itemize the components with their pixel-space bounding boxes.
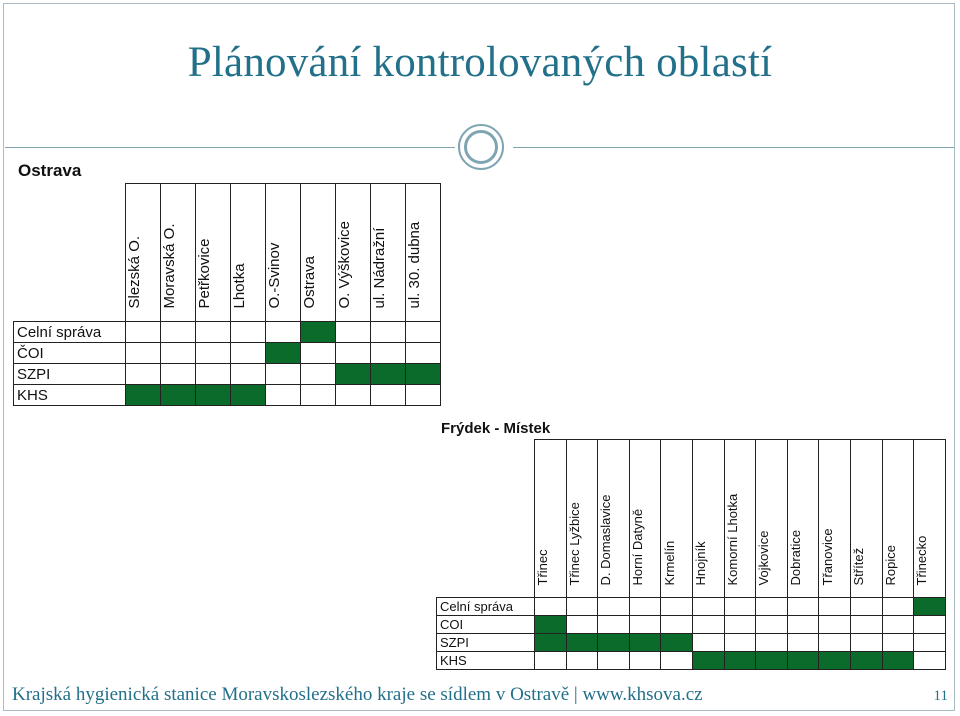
ostrava-cell-filled: [126, 385, 161, 406]
ostrava-column-header: [231, 184, 266, 322]
frydek-column-header: [724, 440, 756, 598]
frydek-cell-empty: [724, 634, 756, 652]
frydek-column-label: D. Domaslavice: [598, 494, 614, 586]
frydek-column-label: Krmelín: [661, 540, 677, 586]
frydek-column-header: [692, 440, 724, 598]
frydek-row-label: Celní správa: [437, 598, 535, 616]
ostrava-column-label: Lhotka: [231, 263, 248, 309]
ostrava-cell-empty: [196, 364, 231, 385]
frydek-cell-filled: [566, 634, 598, 652]
frydek-cell-filled: [756, 652, 788, 670]
ostrava-cell-empty: [266, 364, 301, 385]
frydek-table-row: [437, 598, 946, 616]
ostrava-column-header: [336, 184, 371, 322]
frydek-cell-empty: [850, 598, 882, 616]
frydek-column-label: Komorní Lhotka: [724, 493, 740, 586]
ostrava-cell-empty: [301, 385, 336, 406]
ostrava-column-label: Ostrava: [301, 255, 318, 309]
frydek-cell-filled: [661, 634, 693, 652]
frydek-column-header: [629, 440, 661, 598]
ostrava-column-header: [126, 184, 161, 322]
ostrava-cell-empty: [371, 385, 406, 406]
frydek-cell-empty: [819, 634, 851, 652]
ostrava-cell-empty: [406, 322, 441, 343]
ostrava-column-label: Moravská O.: [161, 223, 178, 309]
frydek-cell-empty: [598, 598, 630, 616]
frydek-cell-filled: [535, 634, 567, 652]
ostrava-table: [13, 183, 441, 406]
ostrava-cell-filled: [161, 385, 196, 406]
frydek-column-label: Třinec: [535, 549, 551, 586]
frydek-cell-filled: [819, 652, 851, 670]
ostrava-cell-empty: [301, 343, 336, 364]
ostrava-corner-cell: [14, 184, 126, 322]
frydek-cell-empty: [535, 598, 567, 616]
ostrava-cell-empty: [161, 322, 196, 343]
frydek-cell-empty: [566, 652, 598, 670]
divider-right: [513, 147, 954, 148]
frydek-cell-empty: [756, 634, 788, 652]
frydek-cell-empty: [882, 634, 914, 652]
frydek-cell-empty: [819, 616, 851, 634]
frydek-cell-empty: [787, 616, 819, 634]
frydek-cell-filled: [882, 652, 914, 670]
ostrava-cell-empty: [336, 385, 371, 406]
ostrava-column-header: [266, 184, 301, 322]
frydek-cell-empty: [756, 616, 788, 634]
ostrava-cell-filled: [266, 343, 301, 364]
ostrava-table-row: [14, 364, 441, 385]
frydek-cell-filled: [787, 652, 819, 670]
frydek-cell-filled: [535, 616, 567, 634]
ostrava-row-label: ČOI: [14, 343, 126, 364]
divider-left: [5, 147, 455, 148]
frydek-cell-empty: [692, 598, 724, 616]
ostrava-cell-filled: [196, 385, 231, 406]
frydek-column-label: Třanovice: [819, 528, 835, 586]
frydek-column-header: [819, 440, 851, 598]
ostrava-cell-filled: [231, 385, 266, 406]
frydek-cell-empty: [914, 652, 946, 670]
frydek-cell-empty: [882, 598, 914, 616]
frydek-column-label: Ropice: [882, 545, 898, 586]
ostrava-cell-empty: [266, 385, 301, 406]
ostrava-column-header: [161, 184, 196, 322]
ostrava-column-header: [196, 184, 231, 322]
frydek-table-label: Frýdek - Místek: [441, 420, 551, 437]
ostrava-cell-empty: [406, 385, 441, 406]
frydek-cell-empty: [787, 598, 819, 616]
frydek-cell-empty: [914, 616, 946, 634]
ostrava-cell-empty: [231, 322, 266, 343]
frydek-corner-cell: [437, 440, 535, 598]
frydek-column-header: [914, 440, 946, 598]
ostrava-cell-empty: [266, 322, 301, 343]
frydek-cell-filled: [724, 652, 756, 670]
frydek-cell-empty: [629, 598, 661, 616]
ostrava-column-header: [301, 184, 336, 322]
frydek-cell-empty: [819, 598, 851, 616]
ostrava-cell-empty: [126, 364, 161, 385]
ostrava-cell-empty: [336, 322, 371, 343]
frydek-cell-empty: [787, 634, 819, 652]
frydek-row-label: COI: [437, 616, 535, 634]
frydek-cell-empty: [914, 634, 946, 652]
ostrava-cell-empty: [371, 343, 406, 364]
ostrava-cell-empty: [161, 343, 196, 364]
ostrava-table-row: [14, 322, 441, 343]
frydek-cell-empty: [882, 616, 914, 634]
frydek-cell-empty: [629, 616, 661, 634]
ostrava-table-row: [14, 385, 441, 406]
frydek-cell-empty: [566, 598, 598, 616]
ostrava-table-row: [14, 343, 441, 364]
ostrava-column-header: [371, 184, 406, 322]
ostrava-row-label: SZPI: [14, 364, 126, 385]
ostrava-column-label: O. Výškovice: [336, 220, 353, 309]
ostrava-cell-empty: [231, 343, 266, 364]
frydek-column-header: [661, 440, 693, 598]
frydek-cell-empty: [598, 616, 630, 634]
ostrava-column-label: ul. 30. dubna: [406, 221, 423, 309]
ostrava-cell-empty: [126, 322, 161, 343]
ostrava-cell-filled: [406, 364, 441, 385]
frydek-cell-filled: [598, 634, 630, 652]
ostrava-row-label: Celní správa: [14, 322, 126, 343]
frydek-column-label: Dobratice: [788, 529, 804, 586]
ostrava-cell-empty: [301, 364, 336, 385]
frydek-cell-empty: [629, 652, 661, 670]
frydek-column-header: [598, 440, 630, 598]
ostrava-cell-empty: [231, 364, 266, 385]
frydek-cell-empty: [692, 634, 724, 652]
frydek-cell-filled: [629, 634, 661, 652]
frydek-cell-empty: [661, 598, 693, 616]
frydek-column-label: Vojkovice: [756, 530, 772, 586]
ostrava-cell-empty: [126, 343, 161, 364]
frydek-column-header: [535, 440, 567, 598]
frydek-column-label: Horní Datyně: [630, 508, 646, 586]
frydek-cell-empty: [566, 616, 598, 634]
frydek-cell-filled: [914, 598, 946, 616]
frydek-column-label: Hnojník: [693, 541, 709, 586]
ostrava-row-label: KHS: [14, 385, 126, 406]
ostrava-cell-filled: [336, 364, 371, 385]
frydek-column-label: Třinecko: [914, 535, 930, 586]
frydek-column-header: [882, 440, 914, 598]
frydek-cell-empty: [661, 652, 693, 670]
frydek-cell-empty: [661, 616, 693, 634]
ostrava-column-label: Petřkovice: [196, 238, 213, 309]
ostrava-column-header: [406, 184, 441, 322]
frydek-cell-empty: [535, 652, 567, 670]
frydek-table-row: [437, 634, 946, 652]
ostrava-cell-filled: [371, 364, 406, 385]
ostrava-cell-empty: [196, 343, 231, 364]
frydek-column-header: [756, 440, 788, 598]
frydek-cell-empty: [724, 598, 756, 616]
frydek-row-label: KHS: [437, 652, 535, 670]
frydek-table-row: [437, 652, 946, 670]
frydek-cell-empty: [598, 652, 630, 670]
frydek-cell-empty: [692, 616, 724, 634]
ostrava-cell-empty: [406, 343, 441, 364]
ostrava-cell-empty: [336, 343, 371, 364]
ostrava-cell-empty: [371, 322, 406, 343]
frydek-row-label: SZPI: [437, 634, 535, 652]
ostrava-table-label: Ostrava: [18, 161, 82, 180]
ostrava-column-label: ul. Nádražní: [371, 227, 388, 309]
frydek-column-label: Třinec Lyžbice: [566, 502, 582, 586]
ostrava-cell-empty: [161, 364, 196, 385]
ostrava-cell-filled: [301, 322, 336, 343]
frydek-cell-filled: [692, 652, 724, 670]
frydek-table: [436, 439, 946, 670]
ostrava-cell-empty: [196, 322, 231, 343]
ostrava-column-label: O.-Svinov: [266, 242, 283, 309]
slide-title: Plánování kontrolovaných oblastí: [187, 39, 773, 86]
frydek-column-label: Střítež: [851, 547, 867, 586]
frydek-table-row: [437, 616, 946, 634]
frydek-cell-empty: [850, 616, 882, 634]
frydek-column-header: [566, 440, 598, 598]
footer-text: Krajská hygienická stanice Moravskoslezského kraje se sídlem v Ostravě | www.khsova.cz: [12, 684, 703, 705]
frydek-column-header: [787, 440, 819, 598]
page-number: 11: [933, 688, 948, 704]
frydek-column-header: [850, 440, 882, 598]
frydek-cell-filled: [850, 652, 882, 670]
ostrava-column-label: Slezská O.: [126, 235, 143, 309]
circle-ornament-icon: [458, 124, 504, 170]
frydek-cell-empty: [724, 616, 756, 634]
frydek-cell-empty: [756, 598, 788, 616]
frydek-cell-empty: [850, 634, 882, 652]
